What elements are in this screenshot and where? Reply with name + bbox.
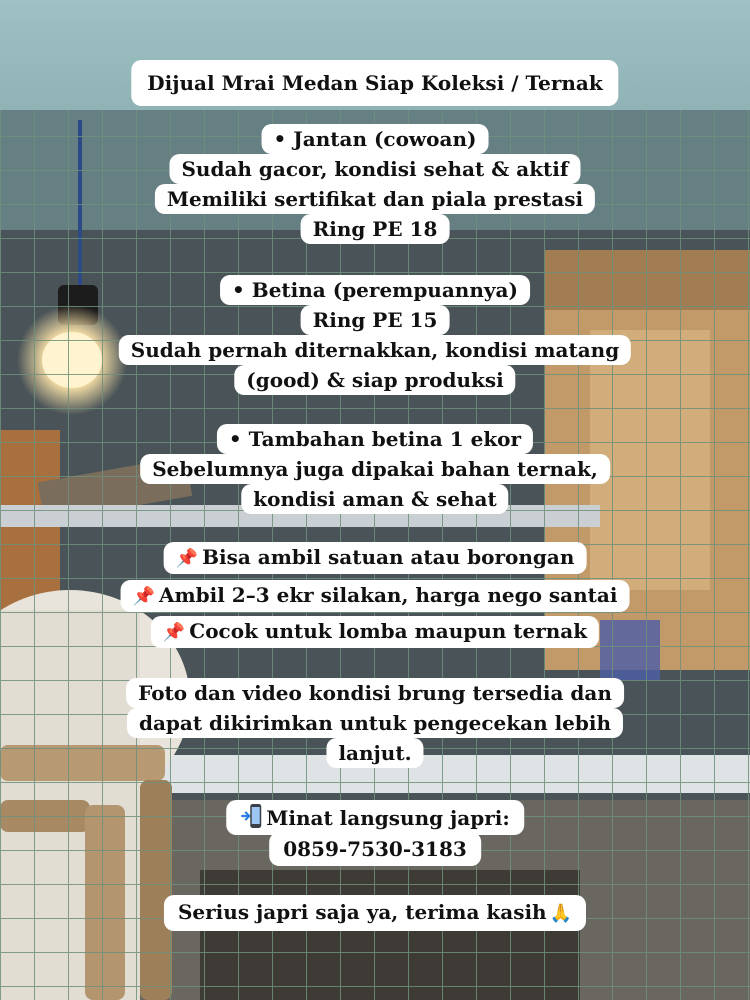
closing-note: Serius japri saja ya, terima kasih 🙏 bbox=[164, 895, 586, 931]
tambahan-line: kondisi aman & sehat bbox=[241, 484, 508, 514]
info-line: dapat dikirimkan untuk pengecekan lebih bbox=[127, 708, 623, 738]
jantan-line: Memiliki sertifikat dan piala prestasi bbox=[155, 184, 595, 214]
jantan-heading: • Jantan (cowoan) bbox=[262, 124, 489, 154]
betina-line: Sudah pernah diternakkan, kondisi matang bbox=[119, 335, 631, 365]
pushpin-icon: 📌 bbox=[132, 586, 155, 607]
note-item: 📌 Cocok untuk lomba maupun ternak bbox=[151, 616, 599, 648]
tambahan-heading: • Tambahan betina 1 ekor bbox=[217, 424, 533, 454]
tambahan-line: Sebelumnya juga dipakai bahan ternak, bbox=[140, 454, 610, 484]
contact-phone: 0859-7530-3183 bbox=[269, 832, 481, 866]
title-caption bbox=[131, 60, 618, 106]
info-line: Foto dan video kondisi brung tersedia dan bbox=[126, 678, 624, 708]
jantan-line: Ring PE 18 bbox=[301, 214, 450, 244]
betina-line: (good) & siap produksi bbox=[234, 365, 515, 395]
note-item: 📌 Ambil 2–3 ekr silakan, harga nego santai bbox=[121, 580, 630, 612]
folded-hands-icon: 🙏 bbox=[549, 903, 573, 924]
pushpin-icon: 📌 bbox=[175, 548, 199, 569]
pushpin-icon: 📌 bbox=[162, 622, 186, 643]
info-line: lanjut. bbox=[326, 738, 423, 768]
contact-label: Minat langsung japri: bbox=[226, 800, 524, 835]
note-item: 📌 Bisa ambil satuan atau borongan bbox=[164, 542, 587, 574]
betina-heading: • Betina (perempuannya) bbox=[220, 275, 530, 305]
jantan-line: Sudah gacor, kondisi sehat & aktif bbox=[169, 154, 580, 184]
title-text: Dijual Mrai Medan Siap Koleksi / Ternak bbox=[147, 71, 603, 95]
mobile-phone-arrow-icon bbox=[240, 802, 262, 830]
betina-line: Ring PE 15 bbox=[301, 305, 450, 335]
